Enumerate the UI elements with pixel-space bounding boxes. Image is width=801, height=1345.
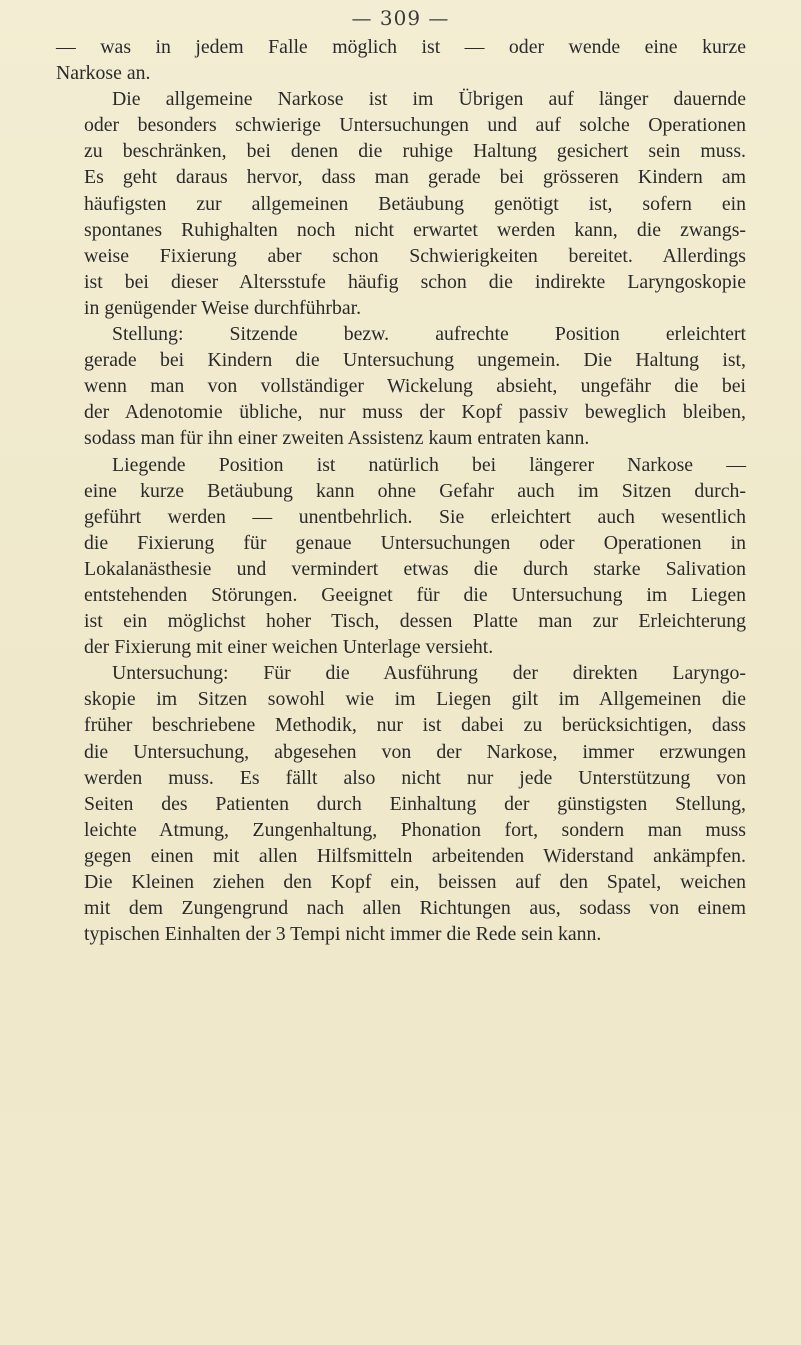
text-line: skopie im Sitzen sowohl wie im Liegen gilt im Allgemeinen die <box>84 688 746 711</box>
page-number: — 309 — <box>351 6 450 30</box>
text-line: eine kurze Betäubung kann ohne Gefahr auch im Sitzen durch- <box>84 479 746 502</box>
text-line: Stellung: Sitzende bezw. aufrechte Position erleichtert <box>112 323 746 346</box>
text-line: gegen einen mit allen Hilfsmitteln arbeitenden Widerstand ankämpfen. <box>84 844 746 867</box>
paragraph <box>56 321 746 451</box>
text-line: die Fixierung für genaue Untersuchungen oder Operationen in <box>84 531 746 554</box>
body-text <box>56 34 746 947</box>
text-line: sodass man für ihn einer zweiten Assistenz kaum entraten kann. <box>84 427 590 450</box>
text-line: der Adenotomie übliche, nur muss der Kopf passiv beweglich bleiben, <box>84 401 746 424</box>
text-line: ist ein möglichst hoher Tisch, dessen Platte man zur Erleichterung <box>84 610 746 633</box>
text-line: zu beschränken, bei denen die ruhige Haltung gesichert sein muss. <box>84 140 746 163</box>
text-line: der Fixierung mit einer weichen Unterlage versieht. <box>84 636 494 659</box>
text-line: spontanes Ruhighalten noch nicht erwartet werden kann, die zwangs- <box>84 218 746 241</box>
text-line: Untersuchung: Für die Ausführung der direkten Laryngo- <box>112 662 746 685</box>
paragraph <box>56 452 746 661</box>
text-line: Die Kleinen ziehen den Kopf ein, beissen auf den Spatel, weichen <box>84 871 746 893</box>
text-line: typischen Einhalten der 3 Tempi nicht immer die Rede sein kann. <box>84 923 602 946</box>
text-line: weise Fixierung aber schon Schwierigkeiten bereitet. Allerdings <box>84 244 746 267</box>
text-line: Seiten des Patienten durch Einhaltung der günstigsten Stellung, <box>84 792 746 815</box>
paragraph <box>56 660 746 947</box>
text-line: werden muss. Es fällt also nicht nur jede Unterstützung von <box>84 766 746 789</box>
text-line: Es geht daraus hervor, dass man gerade bei grösseren Kindern am <box>84 166 746 189</box>
text-line: die Untersuchung, abgesehen von der Narkose, immer erzwungen <box>84 740 746 763</box>
text-line: leichte Atmung, Zungenhaltung, Phonation fort, sondern man muss <box>84 818 746 841</box>
text-line: Lokalanästhesie und vermindert etwas die durch starke Salivation <box>84 557 746 580</box>
text-line: oder besonders schwierige Untersuchungen und auf solche Operationen <box>84 114 746 137</box>
text-line: Die allgemeine Narkose ist im Übrigen auf länger dauernde <box>112 88 746 111</box>
text-line: — was in jedem Falle möglich ist — oder wende eine kurze <box>56 36 746 58</box>
text-line: Narkose an. <box>56 62 151 85</box>
text-line: häufigsten zur allgemeinen Betäubung genötigt ist, sofern ein <box>84 192 746 215</box>
text-line: wenn man von vollständiger Wickelung absieht, ungefähr die bei <box>84 375 746 398</box>
text-line: entstehenden Störungen. Geeignet für die Untersuchung im Liegen <box>84 583 746 606</box>
paragraph <box>56 86 746 321</box>
text-line: in genügender Weise durchführbar. <box>84 296 362 319</box>
paragraph <box>56 34 746 86</box>
text-line: ist bei dieser Altersstufe häufig schon die indirekte Laryngoskopie <box>84 270 746 293</box>
text-line: mit dem Zungengrund nach allen Richtungen aus, sodass von einem <box>84 897 746 920</box>
text-line: früher beschriebene Methodik, nur ist dabei zu berücksichtigen, dass <box>84 714 746 737</box>
text-line: Liegende Position ist natürlich bei längerer Narkose — <box>112 453 746 476</box>
text-line: geführt werden — unentbehrlich. Sie erleichtert auch wesentlich <box>84 505 746 528</box>
text-line: gerade bei Kindern die Untersuchung ungemein. Die Haltung ist, <box>84 349 746 372</box>
